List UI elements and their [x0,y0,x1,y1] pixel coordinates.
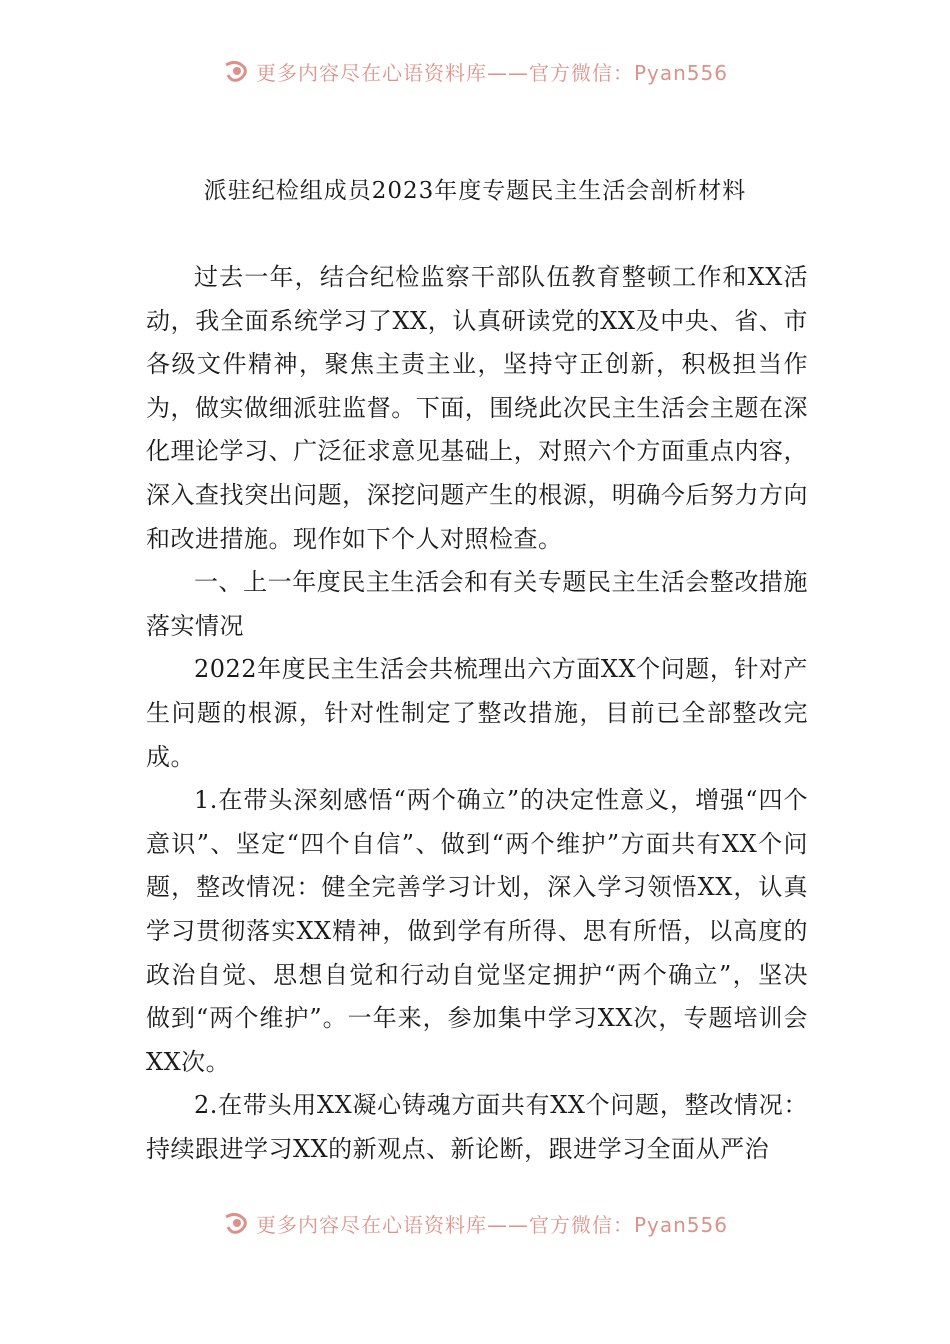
paragraph-summary: 2022年度民主生活会共梳理出六方面XX个问题，针对产生问题的根源，针对性制定了整改措施，目前已全部整改完成。 [146,655,808,771]
watermark-footer [0,1208,950,1238]
paragraph-item-2: 2.在带头用XX凝心铸魂方面共有XX个问题，整改情况：持续跟进学习XX的新观点、新论断，跟进学习全面从严治 [146,1091,808,1163]
paragraph-item-1: 1.在带头深刻感悟“两个确立”的决定性意义，增强“四个意识”、坚定“四个自信”、做到“两个维护”方面共有XX个问题，整改情况：健全完善学习计划，深入学习领悟XX，认真学习贯彻落实XX精神，做到学有所得、思有所悟，以高度的政治自觉、思想自觉和行动自觉坚定拥护“两个确立”，坚决做到“两个维护”。一年来，参加集中学习XX次，专题培训会XX次。 [146,786,808,1076]
watermark-header [0,56,950,86]
watermark-text: 更多内容尽在心语资料库——官方微信：Pyan556 [255,1212,728,1237]
section-heading-1: 一、上一年度民主生活会和有关专题民主生活会整改措施落实情况 [146,568,808,640]
document-body [146,256,808,1171]
watermark-text: 更多内容尽在心语资料库——官方微信：Pyan556 [255,60,728,85]
paragraph-intro: 过去一年，结合纪检监察干部队伍教育整顿工作和XX活动，我全面系统学习了XX，认真研读党的XX及中央、省、市各级文件精神，聚焦主责主业，坚持守正创新，积极担当作为，做实做细派驻监督。下面，围绕此次民主生活会主题在深化理论学习、广泛征求意见基础上，对照六个方面重点内容，深入查找突出问题，深挖问题产生的根源，明确今后努力方向和改进措施。现作如下个人对照检查。 [146,263,808,553]
logo-icon [222,1211,250,1235]
document-title: 派驻纪检组成员2023年度专题民主生活会剖析材料 [203,178,747,204]
logo-icon [222,59,250,83]
